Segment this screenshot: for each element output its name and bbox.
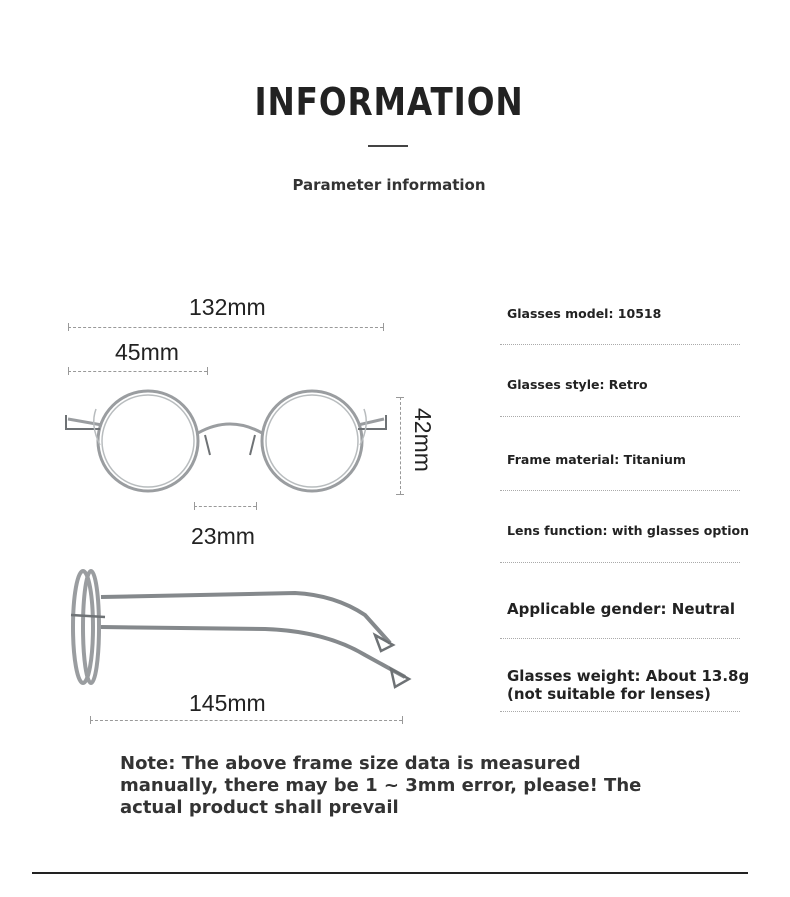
spec-lens-function: Lens function: with glasses option [507,523,750,538]
temple-upper [101,593,390,643]
left-lens-rim [98,391,198,491]
bridge-width-line [194,506,256,507]
spec-weight: Glasses weight: About 13.8g [507,667,750,685]
page-subtitle: Parameter information [292,176,486,194]
spec-model: Glasses model: 10518 [507,306,662,321]
temple-tick-left [90,716,91,724]
bottom-divider [32,872,748,874]
temple-length-label: 145mm [189,690,266,716]
bridge-width-label: 23mm [191,523,255,549]
temple-length-line [90,720,402,721]
right-lens-rim [262,391,362,491]
lens-width-label: 45mm [115,339,179,365]
frame-width-tick-left [68,323,69,331]
lens-height-line [400,397,401,494]
frame-width-label: 132mm [189,294,266,320]
spec-style: Glasses style: Retro [507,377,648,392]
spec-weight-note: (not suitable for lenses) [507,685,711,703]
spec-divider [500,490,740,491]
glasses-side-illustration [65,565,415,695]
spec-divider [500,562,740,563]
measurement-note: Note: The above frame size data is measured manually, there may be 1 ~ 3mm error, please! The actual product shall prevail [120,753,642,818]
lens-width-tick-right [207,367,208,375]
frame-width-line [68,327,383,328]
page-title: INFORMATION [254,80,524,124]
spec-divider [500,416,740,417]
temple-tick-right [402,716,403,724]
frame-width-tick-right [383,323,384,331]
spec-divider [500,344,740,345]
lens-height-label: 42mm [410,408,436,472]
spec-divider [500,638,740,639]
spec-divider [500,711,740,712]
title-divider [368,145,408,147]
lens-width-line [68,371,207,372]
lens-width-tick-left [68,367,69,375]
spec-gender: Applicable gender: Neutral [507,600,736,618]
bridge [198,424,262,433]
spec-material: Frame material: Titanium [507,452,686,467]
glasses-front-illustration [60,385,400,505]
temple-lower [101,627,405,677]
